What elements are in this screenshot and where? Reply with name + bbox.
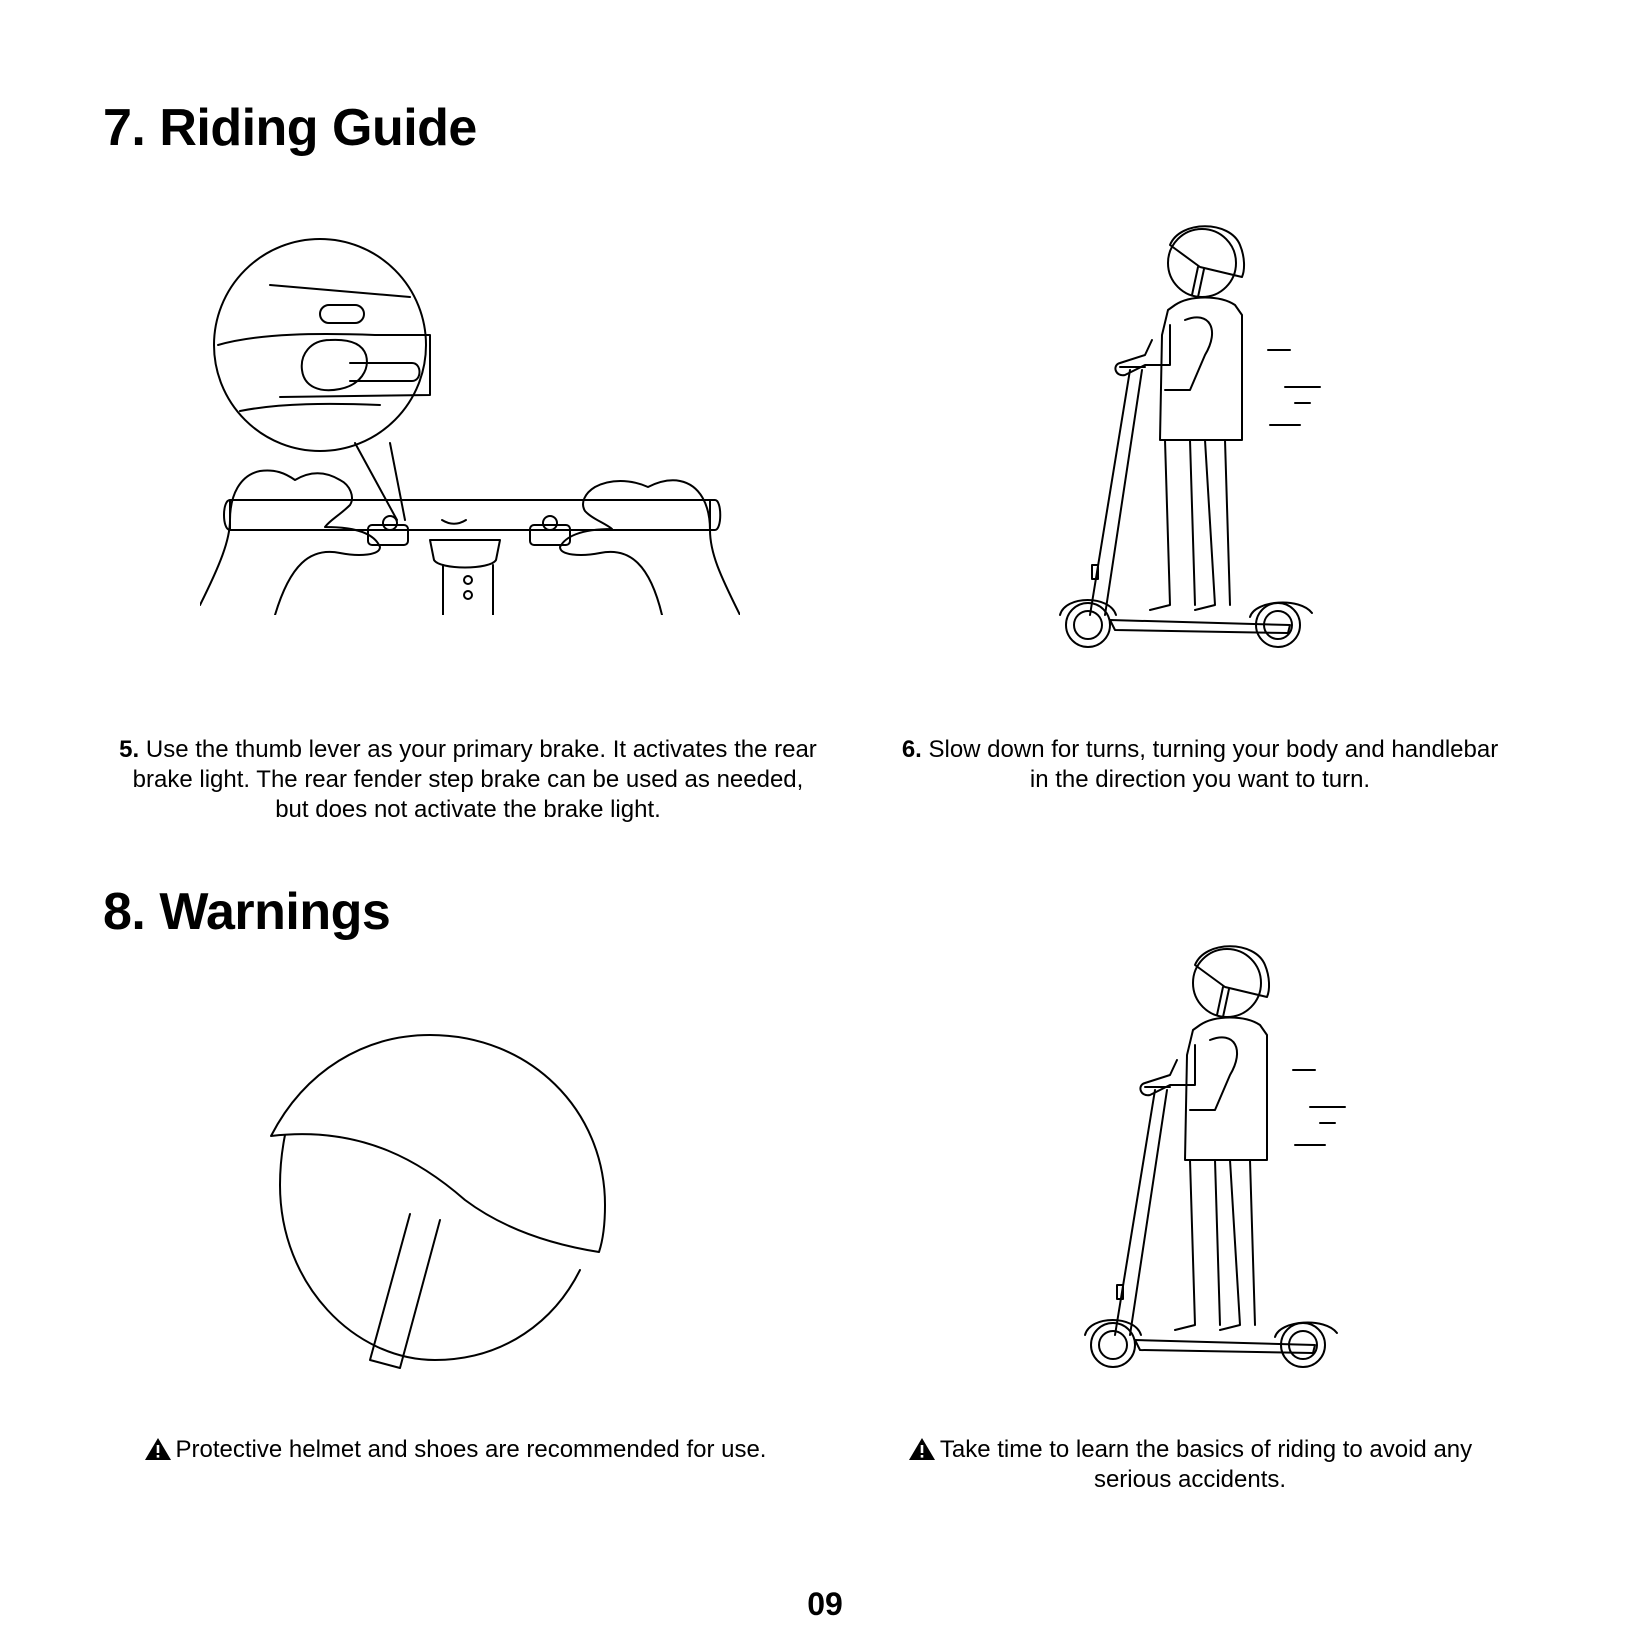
rider-on-scooter-illustration	[920, 215, 1460, 650]
warning-triangle-icon	[908, 1437, 936, 1461]
section-title-riding-guide: 7. Riding Guide	[103, 99, 477, 157]
warning-triangle-icon	[144, 1437, 172, 1461]
page-number: 09	[807, 1586, 843, 1622]
step-5-number: 5.	[119, 736, 140, 763]
warning-helmet	[110, 1435, 800, 1465]
step-5-text: Use the thumb lever as your primary brake. It activates the rear brake light. The rear fender step brake can be used as needed, but does not activate the brake light.	[132, 736, 817, 823]
step-6-caption	[900, 735, 1500, 795]
warning-helmet-text: Protective helmet and shoes are recommended for use.	[175, 1436, 767, 1463]
rider-on-scooter-warning-illustration	[945, 935, 1485, 1370]
step-5-caption	[118, 735, 818, 825]
step-6-text: Slow down for turns, turning your body and handlebar in the direction you want to turn.	[921, 736, 1499, 793]
section-title-warnings: 8. Warnings	[103, 883, 391, 941]
helmet-illustration	[255, 1030, 615, 1370]
warning-learn-basics-text: Take time to learn the basics of riding to avoid any serious accidents.	[939, 1436, 1473, 1493]
thumb-brake-illustration	[200, 235, 740, 615]
warning-learn-basics	[890, 1435, 1490, 1495]
step-6-number: 6.	[901, 736, 922, 763]
